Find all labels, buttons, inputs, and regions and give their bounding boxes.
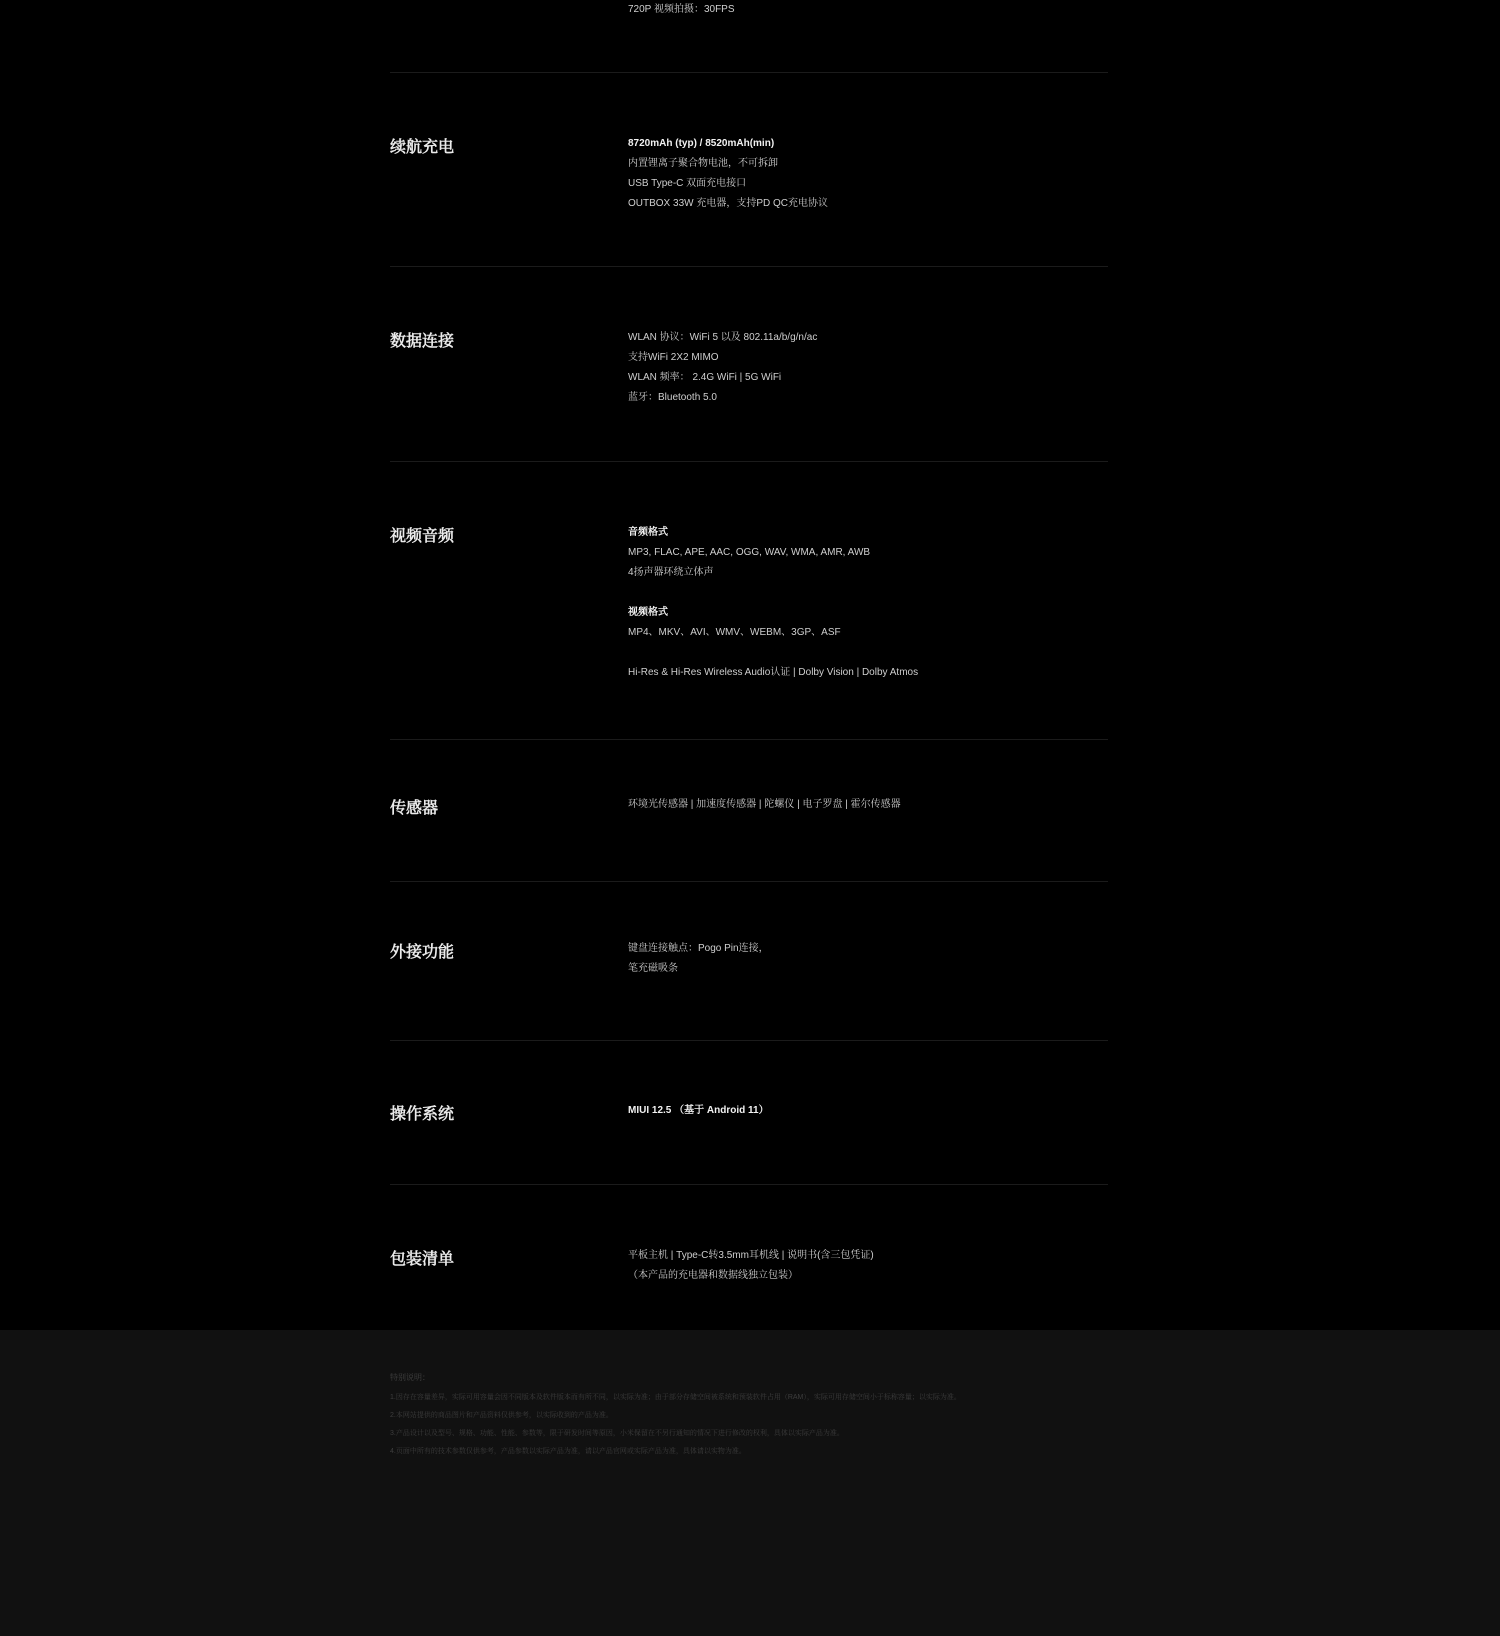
footer-notes-title: 特别说明：: [390, 1373, 430, 1382]
section-details: [628, 523, 1108, 683]
section-divider: [390, 266, 1108, 267]
section-divider: [390, 72, 1108, 73]
detail-heading: 音频格式: [628, 527, 668, 538]
video-recording-spec: 720P 视频拍摄：30FPS: [628, 4, 735, 15]
section-details: [628, 1246, 1108, 1286]
detail-line: OUTBOX 33W 充电器，支持PD QC充电协议: [628, 198, 829, 209]
section-divider: [390, 1184, 1108, 1185]
detail-line: 4扬声器环绕立体声: [628, 567, 714, 578]
footer: [0, 1330, 1500, 1636]
section-details: [628, 939, 1108, 979]
section-title: 续航充电: [390, 139, 455, 156]
section-details: [628, 795, 1108, 815]
section-details: [628, 134, 1108, 214]
section-title: 数据连接: [390, 333, 455, 350]
section-divider: [390, 461, 1108, 462]
detail-heading: 8720mAh (typ) / 8520mAh(min): [628, 138, 775, 149]
detail-line: 笔充磁吸条: [628, 963, 678, 974]
section-title: 传感器: [390, 800, 439, 817]
detail-line: 键盘连接触点：Pogo Pin连接，: [628, 943, 769, 954]
footer-note: 2.本网站提供的商品图片和产品资料仅供参考，以实际收到的产品为准。: [390, 1412, 613, 1419]
section-details: [628, 1101, 1108, 1121]
detail-line: MP4、MKV、AVI、WMV、WEBM、3GP、ASF: [628, 627, 841, 638]
detail-heading: 视频格式: [628, 607, 668, 618]
footer-note: 4.页面中所有的技术参数仅供参考，产品参数以实际产品为准，请以产品官网或实际产品为准，具体请以实物为准。: [390, 1448, 746, 1455]
section-title: 视频音频: [390, 528, 455, 545]
detail-line: （本产品的充电器和数据线独立包装）: [628, 1270, 798, 1281]
detail-line: MP3, FLAC, APE, AAC, OGG, WAV, WMA, AMR, AWB: [628, 547, 871, 558]
detail-line: 蓝牙：Bluetooth 5.0: [628, 392, 717, 403]
section-title: 操作系统: [390, 1106, 455, 1123]
footer-notes: [390, 1372, 1108, 1465]
detail-line: USB Type-C 双面充电接口: [628, 178, 747, 189]
detail-line: 平板主机 | Type-C转3.5mm耳机线 | 说明书(含三包凭证): [628, 1250, 874, 1261]
section-divider: [390, 1040, 1108, 1041]
detail-line: WLAN 协议：WiFi 5 以及 802.11a/b/g/n/ac: [628, 332, 818, 343]
section-details: [628, 328, 1108, 408]
detail-line: 环境光传感器 | 加速度传感器 | 陀螺仪 | 电子罗盘 | 霍尔传感器: [628, 799, 901, 810]
detail-line: 内置锂离子聚合物电池，不可拆卸: [628, 158, 778, 169]
detail-line: WLAN 频率： 2.4G WiFi | 5G WiFi: [628, 372, 782, 383]
footer-note: 3.产品设计以及型号、规格、功能、性能、参数等，限于研发时间等原因，小米保留在不另行通知的情况下进行修改的权利，具体以实际产品为准。: [390, 1430, 844, 1437]
section-title: 外接功能: [390, 944, 455, 961]
footer-note: 1.因存在容量差异，实际可用容量会因不同版本及软件版本而有所不同，以实际为准；由于部分存储空间被系统和预装软件占用（RAM），实际可用存储空间小于标称容量；以实际为准。: [390, 1394, 961, 1401]
detail-line: Hi-Res & Hi-Res Wireless Audio认证 | Dolby Vision | Dolby Atmos: [628, 667, 919, 678]
section-divider: [390, 739, 1108, 740]
detail-heading: MIUI 12.5 （基于 Android 11）: [628, 1105, 769, 1116]
detail-line: 支持WiFi 2X2 MIMO: [628, 352, 719, 363]
section-divider: [390, 881, 1108, 882]
section-title: 包装清单: [390, 1251, 455, 1268]
